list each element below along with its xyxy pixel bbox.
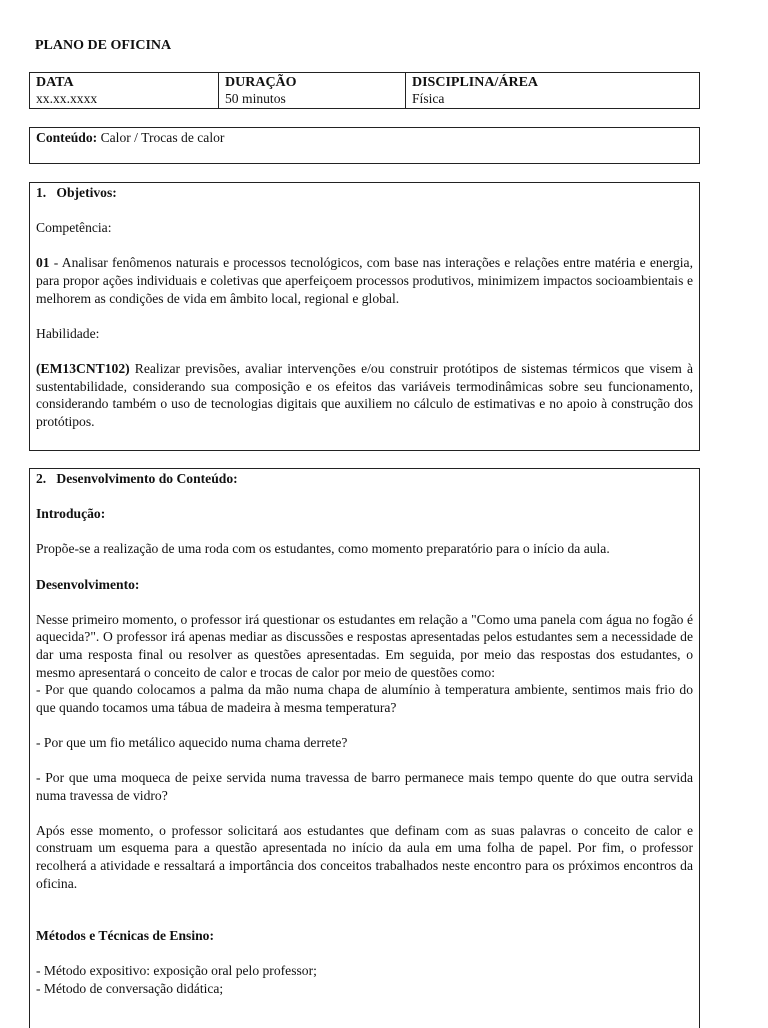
duration-column bbox=[219, 73, 406, 108]
method-item: - Método de conversação didática; bbox=[36, 981, 224, 997]
competence-text: - Analisar fenômenos naturais e processos tecnológicos, com base nas interações e relações entre matéria e energia, para propor ações individuais e coletivas que aperfeiçoem processos produtivos, minimizem impactos socioambientais e melhorem as condições de vida em âmbito local, regional e global. bbox=[36, 255, 693, 306]
skill-paragraph bbox=[36, 360, 693, 430]
discipline-column bbox=[406, 73, 699, 108]
date-column bbox=[30, 73, 219, 108]
development-label: Desenvolvimento: bbox=[36, 576, 140, 592]
objectives-section bbox=[29, 182, 700, 451]
closing-paragraph: Após esse momento, o professor solicitará aos estudantes que definam com as suas palavras o conceito de calor e construam um esquema para a questão apresentada no início da aula em uma folha de papel. Por fim, o professor recolherá a atividade e ressaltará a importância dos conceitos trabalhados neste encontro para os próximos encontros da oficina. bbox=[36, 822, 693, 891]
content-value: Calor / Trocas de calor bbox=[97, 130, 225, 145]
development-heading: 2. Desenvolvimento do Conteúdo: bbox=[36, 471, 238, 486]
introduction-text: Propõe-se a realização de uma roda com os estudantes, como momento preparatório para o início da aula. bbox=[36, 541, 610, 557]
question-item: - Por que uma moqueca de peixe servida numa travessa de barro permanece mais tempo quente do que outra servida numa travessa de vidro? bbox=[36, 770, 693, 803]
duration-label: DURAÇÃO bbox=[225, 75, 297, 90]
skill-text: Realizar previsões, avaliar intervenções e/ou construir protótipos de sistemas térmicos que visem à sustentabilidade, considerando sua composição e os efeitos das variáveis termodinâmicas sobre seu funcionamento, considerando também o uso de tecnologias digitais que auxiliem no cálculo de estimativas e no apoio à construção dos protótipos. bbox=[36, 360, 693, 429]
skill-code: (EM13CNT102) bbox=[36, 360, 130, 376]
method-item: - Método expositivo: exposição oral pelo professor; bbox=[36, 963, 317, 979]
methods-label: Métodos e Técnicas de Ensino: bbox=[36, 928, 214, 944]
question-item: - Por que quando colocamos a palma da mão numa chapa de alumínio à temperatura ambiente, sentimos mais frio do que quando tocamos uma tábua de madeira à mesma temperatura? bbox=[36, 682, 693, 715]
competence-label: Competência: bbox=[36, 220, 112, 236]
competence-code: 01 bbox=[36, 255, 50, 271]
development-paragraph: Nesse primeiro momento, o professor irá questionar os estudantes em relação a "Como uma panela com água no fogão é aquecida?". O professor irá apenas mediar as discussões e respostas apresentadas pelos estudantes sem a necessidade de dar uma resposta final ou resolver as questões apresentadas. Em seguida, por meio das respostas dos estudantes, o mesmo apresentará o conceito de calor e trocas de calor por meio de questões como: bbox=[36, 611, 693, 680]
introduction-label: Introdução: bbox=[36, 506, 106, 522]
question-item: - Por que um fio metálico aquecido numa chama derrete? bbox=[36, 734, 348, 750]
discipline-value: Física bbox=[412, 91, 445, 106]
duration-value: 50 minutos bbox=[225, 91, 286, 106]
content-label: Conteúdo: bbox=[36, 130, 98, 145]
info-table bbox=[29, 72, 700, 109]
skill-label: Habilidade: bbox=[36, 325, 100, 341]
discipline-label: DISCIPLINA/ÁREA bbox=[412, 75, 539, 90]
content-box bbox=[29, 127, 700, 164]
development-section bbox=[29, 468, 700, 1028]
objectives-heading: 1. Objetivos: bbox=[36, 185, 117, 200]
document-title: PLANO DE OFICINA bbox=[35, 38, 172, 53]
date-label: DATA bbox=[36, 75, 74, 90]
competence-paragraph bbox=[36, 254, 693, 307]
date-value: xx.xx.xxxx bbox=[36, 91, 98, 106]
